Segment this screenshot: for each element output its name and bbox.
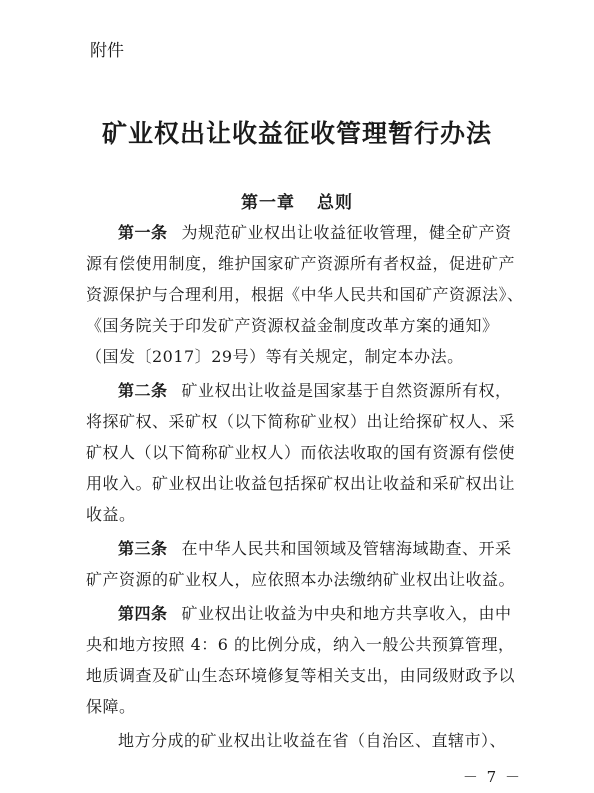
paragraph-line: 第三条 在中华人民共和国领域及管辖海域勘查、开采 <box>118 539 512 558</box>
paragraph-line: 矿权人（以下简称矿业权人）而依法收取的国有资源有偿使 <box>86 443 516 462</box>
document-title: 矿业权出让收益征收管理暂行办法 <box>101 119 492 148</box>
paragraph-line: 保障。 <box>86 697 136 716</box>
paragraph-line: 矿产资源的矿业权人，应依照本办法缴纳矿业权出让收益。 <box>86 570 516 589</box>
paragraph-line: 资源保护与合理利用，根据《中华人民共和国矿产资源法》、 <box>86 285 524 304</box>
article-label: 第三条 <box>118 539 168 558</box>
chapter-name: 总则 <box>317 193 353 213</box>
article-label: 第二条 <box>118 381 168 400</box>
paragraph-line: （国发〔2017〕29号）等有关规定，制定本办法。 <box>86 347 464 366</box>
paragraph-line: 地方分成的矿业权出让收益在省（自治区、直辖市）、 <box>118 731 507 750</box>
page-number: － 7 － <box>462 768 522 786</box>
paragraph-line: 将探矿权、采矿权（以下简称矿业权）出让给探矿权人、采 <box>86 412 516 431</box>
chapter-number: 第一章 <box>241 193 295 213</box>
paragraph-line: 央和地方按照 4：6 的比例分成，纳入一般公共预算管理， <box>86 635 515 654</box>
paragraph-line: 第一条 为规范矿业权出让收益征收管理，健全矿产资 <box>118 223 512 242</box>
paragraph-line: 第四条 矿业权出让收益为中央和地方共享收入，由中 <box>118 604 512 623</box>
article-label: 第四条 <box>118 604 168 623</box>
paragraph-line: 地质调查及矿山生态环境修复等相关支出，由同级财政予以 <box>86 666 516 685</box>
paragraph-line: 第二条 矿业权出让收益是国家基于自然资源所有权， <box>118 381 512 400</box>
article-label: 第一条 <box>118 223 168 242</box>
paragraph-line: 源有偿使用制度，维护国家矿产资源所有者权益，促进矿产 <box>86 254 516 273</box>
paragraph-line: 用收入。矿业权出让收益包括探矿权出让收益和采矿权出让 <box>86 474 516 493</box>
chapter-heading <box>0 188 594 213</box>
paragraph-line: 《国务院关于印发矿产资源权益金制度改革方案的通知》 <box>86 316 499 335</box>
paragraph-line: 收益。 <box>86 505 136 524</box>
attachment-label: 附件 <box>90 41 124 61</box>
